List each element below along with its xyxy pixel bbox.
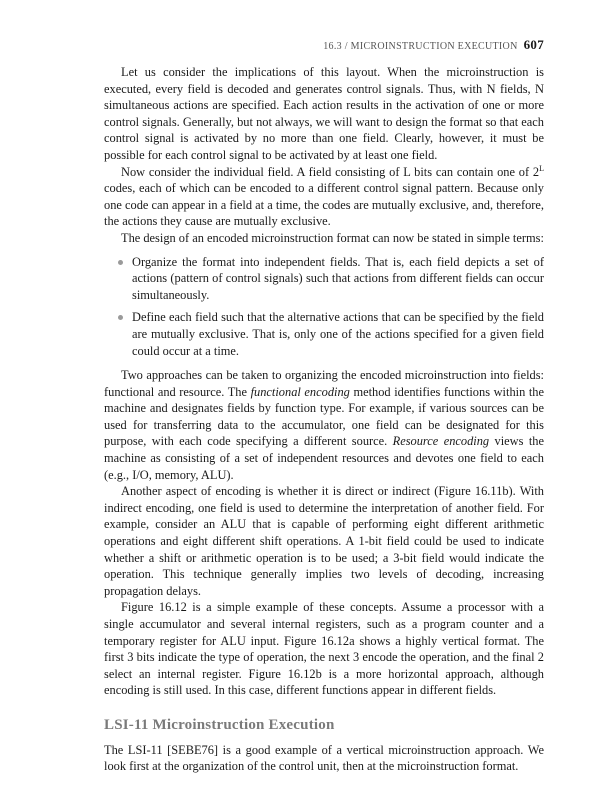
paragraph-4-text-a: Two approaches can be taken to organizing the encoded microinstruction into fields: functional and resource. The bbox=[104, 368, 544, 399]
paragraph-4 bbox=[104, 367, 544, 483]
paragraph-6: Figure 16.12 is a simple example of these concepts. Assume a processor with a single accumulator and several internal registers, such as a program counter and a temporary register for ALU input. Figure 16.12a shows a highly vertical format. The first 3 bits indicate the type of operation, the next 3 encode the operation, and the final 2 select an internal register. Figure 16.12b is a more horizontal approach, although encoding is still used. In this case, different functions appear in different fields. bbox=[104, 600, 544, 698]
bullet-icon bbox=[118, 315, 123, 320]
paragraph-3: The design of an encoded microinstruction format can now be stated in simple terms: bbox=[121, 230, 544, 245]
list-item bbox=[118, 254, 544, 304]
paragraph-2 bbox=[104, 164, 544, 230]
bullet-text: Organize the format into independent fields. That is, each field depicts a set of actions (pattern of control signals) such that actions from different fields can occur simultaneously. bbox=[132, 254, 544, 302]
bullet-icon bbox=[118, 260, 123, 265]
bullet-list bbox=[104, 254, 544, 360]
term-resource-encoding: Resource encoding bbox=[392, 434, 490, 449]
section-title: 16.3 / MICROINSTRUCTION EXECUTION bbox=[323, 41, 518, 52]
paragraph-5: Another aspect of encoding is whether it is direct or indirect (Figure 16.11b). With indirect encoding, one field is used to determine the interpretation of another field. For example, consider an ALU that is capable of performing eight different arithmetic operations and eight different shift operations. A 1-bit field could be used to indicate whether a shift or arithmetic operation is to be used; a 3-bit field would indicate the operation. This technique generally implies two levels of decoding, increasing propagation delays. bbox=[104, 484, 544, 598]
bullet-text: Define each field such that the alternative actions that can be specified by the field are mutually exclusive. That is, only one of the actions specified for a given field could occur at a time. bbox=[132, 310, 544, 358]
paragraph-7: The LSI-11 [SEBE76] is a good example of a vertical microinstruction approach. We look first at the organization of the control unit, then at the microinstruction format. bbox=[104, 742, 544, 774]
superscript-l: L bbox=[539, 163, 544, 173]
paragraph-2-text-a: Now consider the individual field. A field consisting of L bits can contain one of 2 bbox=[121, 164, 540, 179]
paragraph-1: Let us consider the implications of this layout. When the microinstruction is executed, every field is decoded and generates control signals. Thus, with N fields, N simultaneous actions are specified. Each action results in the activation of one or more control signals. Generally, but not always, we will want to design the format so that each control signal is activated by no more than one field. Clearly, however, it must be possible for each control signal to be activated by at least one field. bbox=[104, 65, 544, 162]
term-functional-encoding: functional encoding bbox=[250, 384, 350, 399]
list-item bbox=[118, 309, 544, 359]
section-heading: LSI-11 Microinstruction Execution bbox=[104, 716, 335, 733]
paragraph-4-text-b: method identifies functions within the machine and designates fields by function type. For example, if various sources can be used for transferring data to the accumulator, one field can be designated for this purpose, with each code specifying a different source. bbox=[104, 384, 545, 449]
paragraph-2-text-b: codes, each of which can be encoded to a different control signal pattern. Because only one code can appear in a field at a time, the codes are mutually exclusive, and, therefore, the actions they cause are mutually exclusive. bbox=[104, 181, 544, 229]
body-text bbox=[104, 64, 544, 775]
paragraph-4-text-c: views the machine as consisting of a set of independent resources and devotes one field to each (e.g., I/O, memory, ALU). bbox=[104, 434, 544, 482]
page-number: 607 bbox=[523, 37, 544, 52]
running-header bbox=[104, 37, 544, 53]
